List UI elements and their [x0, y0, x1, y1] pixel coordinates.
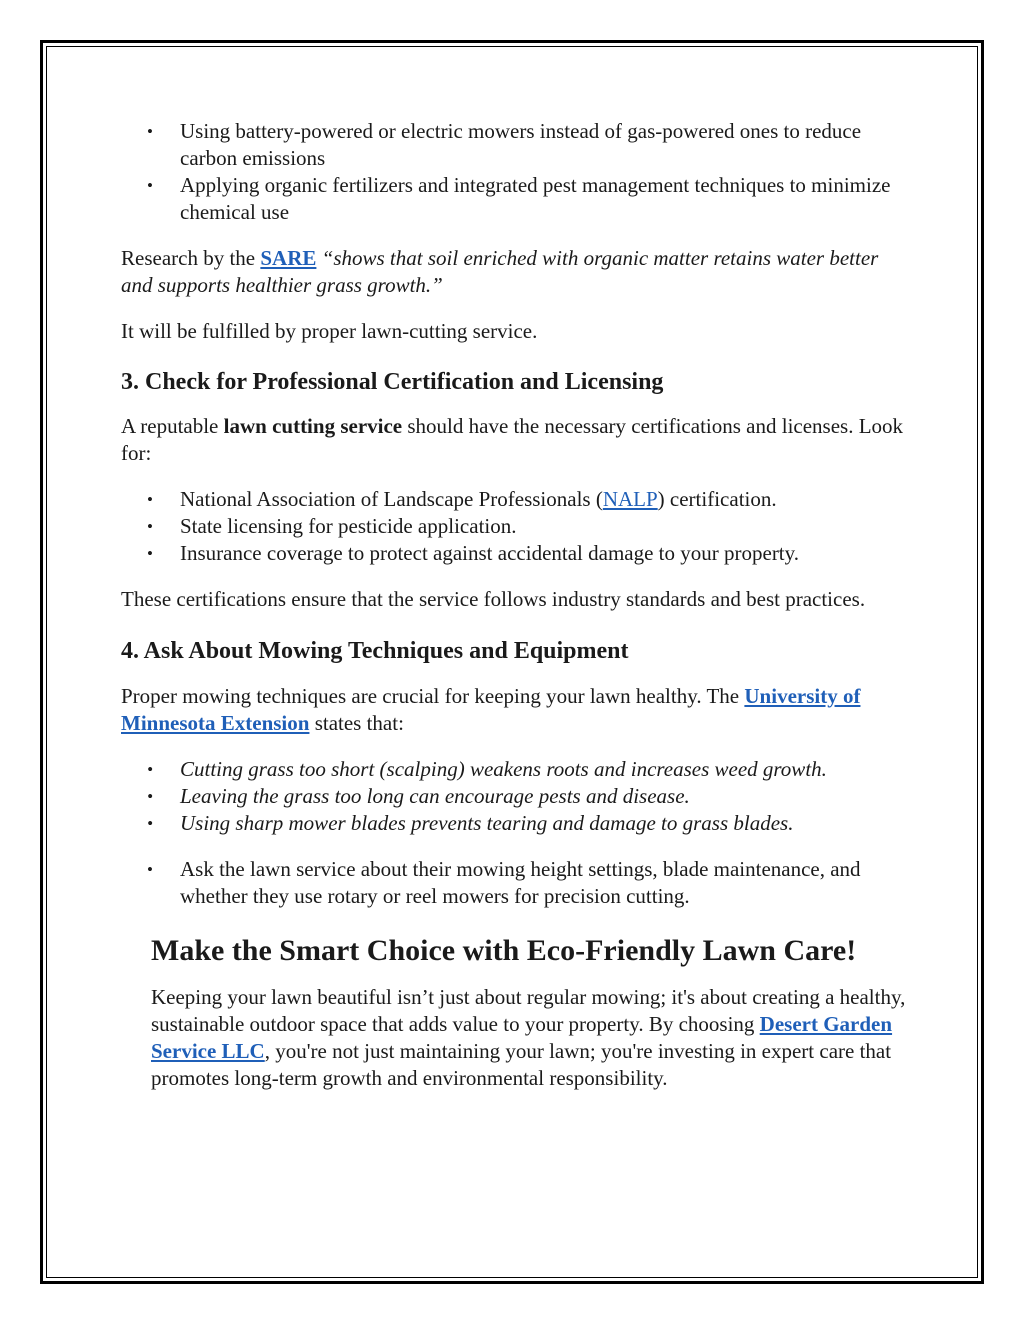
sare-link[interactable]: SARE	[260, 246, 317, 270]
certification-list	[121, 486, 911, 567]
section-4-intro-suffix: states that:	[309, 711, 404, 735]
closing-heading: Make the Smart Choice with Eco-Friendly Lawn Care!	[151, 934, 857, 967]
list-item: • Cutting grass too short (scalping) weakens roots and increases weed growth.	[121, 756, 911, 783]
list-item: • Applying organic fertilizers and integrated pest management techniques to minimize chemical use	[121, 172, 911, 226]
fulfilled-paragraph: It will be fulfilled by proper lawn-cutting service.	[121, 319, 538, 343]
research-paragraph	[121, 245, 911, 299]
list-item: • Using battery-powered or electric mowers instead of gas-powered ones to reduce carbon emissions	[121, 118, 911, 172]
desert-garden-link[interactable]: Desert Garden Service LLC	[151, 1012, 893, 1063]
section-3-closing: These certifications ensure that the service follows industry standards and best practices.	[121, 587, 866, 611]
list-item-text: ) certification.	[657, 487, 777, 511]
document-content	[121, 118, 911, 1092]
ask-service-list	[121, 856, 911, 910]
section-4-heading: 4. Ask About Mowing Techniques and Equipment	[121, 638, 629, 664]
research-quote: “shows that soil enriched with organic matter retains water better and supports healthier grass growth.”	[121, 246, 879, 297]
list-item: • Using sharp mower blades prevents tearing and damage to grass blades.	[121, 810, 911, 837]
section-3-intro-bold: lawn cutting service	[223, 414, 403, 438]
list-item-text: National Association of Landscape Professionals (	[180, 487, 603, 511]
closing-text-suffix: , you're not just maintaining your lawn; you're investing in expert care that promotes long-term growth and environmental responsibility.	[151, 1039, 892, 1090]
mowing-facts-list	[121, 756, 911, 837]
list-item: • Ask the lawn service about their mowing height settings, blade maintenance, and whether they use rotary or reel mowers for precision cutting.	[121, 856, 911, 910]
nalp-link[interactable]: NALP	[602, 487, 658, 511]
university-extension-link[interactable]: University of Minnesota Extension	[121, 684, 861, 735]
section-3-heading: 3. Check for Professional Certification and Licensing	[121, 369, 664, 395]
section-4-intro-prefix: Proper mowing techniques are crucial for keeping your lawn healthy. The	[121, 684, 745, 708]
list-item: • Insurance coverage to protect against accidental damage to your property.	[121, 540, 911, 567]
closing-paragraph	[151, 984, 911, 1092]
section-3-intro-prefix: A reputable	[121, 414, 224, 438]
section-3-intro-suffix: should have the necessary certifications and licenses. Look for:	[121, 414, 904, 465]
list-item	[121, 486, 911, 513]
intro-bullet-list	[121, 118, 911, 226]
closing-text-prefix: Keeping your lawn beautiful isn’t just about regular mowing; it's about creating a healthy, sustainable outdoor space that adds value to your property. By choosing	[151, 985, 906, 1036]
list-item: • Leaving the grass too long can encourage pests and disease.	[121, 783, 911, 810]
section-4-intro	[121, 683, 911, 737]
research-prefix: Research by the	[121, 246, 261, 270]
section-3-intro	[121, 413, 911, 467]
list-item: • State licensing for pesticide application.	[121, 513, 911, 540]
